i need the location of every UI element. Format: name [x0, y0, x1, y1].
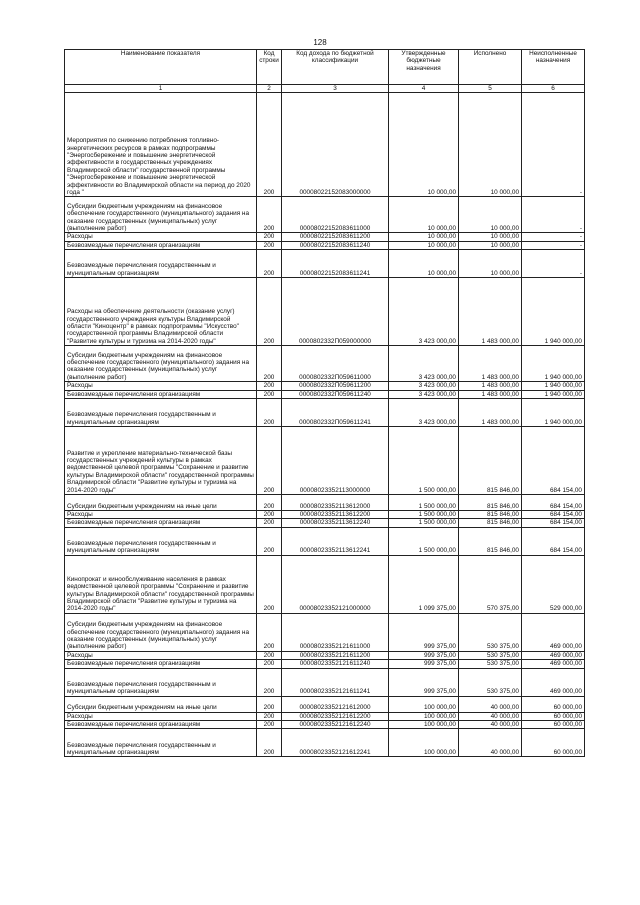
row-name-cell: Безвозмездные перечисления организациям — [65, 721, 257, 729]
row-unexecuted-cell: 469 000,00 — [522, 660, 585, 668]
table-row — [65, 729, 585, 757]
row-approved-cell: 10 000,00 — [389, 233, 459, 241]
row-name-cell: Безвозмездные перечисления государственным и муниципальным организациям — [65, 527, 257, 555]
row-line-code-cell: 200 — [257, 660, 282, 668]
row-name-cell: Расходы — [65, 511, 257, 519]
row-income-code-cell: 00008023352113612000 — [282, 495, 389, 511]
row-line-code-cell: 200 — [257, 511, 282, 519]
budget-execution-table — [64, 49, 585, 757]
row-income-code-cell: 00008023352121611000 — [282, 613, 389, 651]
table-row — [65, 278, 585, 346]
row-line-code-cell: 200 — [257, 346, 282, 382]
row-approved-cell: 3 423 000,00 — [389, 399, 459, 427]
row-line-code-cell: 200 — [257, 278, 282, 346]
table-header-row — [65, 50, 585, 85]
row-approved-cell: 1 500 000,00 — [389, 527, 459, 555]
row-name-cell: Безвозмездные перечисления организациям — [65, 660, 257, 668]
row-unexecuted-cell: 1 940 000,00 — [522, 390, 585, 398]
row-name-cell: Безвозмездные перечисления организациям — [65, 241, 257, 249]
row-executed-cell: 570 375,00 — [459, 555, 522, 613]
table-row — [65, 555, 585, 613]
row-executed-cell: 10 000,00 — [459, 241, 522, 249]
header-indicator-name: Наименование показателя — [65, 50, 257, 85]
row-executed-cell: 530 375,00 — [459, 613, 522, 651]
row-approved-cell: 1 099 375,00 — [389, 555, 459, 613]
row-approved-cell: 999 375,00 — [389, 660, 459, 668]
header-income-code: Код дохода по бюджетной классификации — [282, 50, 389, 85]
table-row — [65, 197, 585, 233]
column-number: 2 — [257, 85, 282, 93]
row-income-code-cell: 00008022152083611000 — [282, 197, 389, 233]
row-line-code-cell: 200 — [257, 519, 282, 527]
row-executed-cell: 10 000,00 — [459, 93, 522, 197]
row-executed-cell: 1 483 000,00 — [459, 382, 522, 390]
row-unexecuted-cell: 60 000,00 — [522, 712, 585, 720]
row-line-code-cell: 200 — [257, 197, 282, 233]
row-income-code-cell: 00008022152083611241 — [282, 250, 389, 278]
row-income-code-cell: 00008023352113612200 — [282, 511, 389, 519]
row-name-cell: Расходы — [65, 712, 257, 720]
row-unexecuted-cell: 1 940 000,00 — [522, 382, 585, 390]
row-name-cell: Безвозмездные перечисления государственным и муниципальным организациям — [65, 250, 257, 278]
row-unexecuted-cell: 469 000,00 — [522, 613, 585, 651]
row-income-code-cell: 0000802332П059611240 — [282, 390, 389, 398]
row-unexecuted-cell: 529 000,00 — [522, 555, 585, 613]
row-name-cell: Субсидии бюджетным учреждениям на иные цели — [65, 696, 257, 712]
header-line-code: Код строки — [257, 50, 282, 85]
table-row — [65, 721, 585, 729]
row-approved-cell: 1 500 000,00 — [389, 495, 459, 511]
row-name-cell: Безвозмездные перечисления организациям — [65, 390, 257, 398]
row-executed-cell: 40 000,00 — [459, 696, 522, 712]
table-row — [65, 346, 585, 382]
row-unexecuted-cell: - — [522, 93, 585, 197]
row-income-code-cell: 00008023352121612240 — [282, 721, 389, 729]
table-row — [65, 712, 585, 720]
row-line-code-cell: 200 — [257, 527, 282, 555]
row-executed-cell: 815 846,00 — [459, 427, 522, 495]
row-unexecuted-cell: - — [522, 197, 585, 233]
row-unexecuted-cell: 684 154,00 — [522, 519, 585, 527]
row-income-code-cell: 0000802332П059611200 — [282, 382, 389, 390]
row-line-code-cell: 200 — [257, 93, 282, 197]
row-unexecuted-cell: 684 154,00 — [522, 427, 585, 495]
row-income-code-cell: 0000802332П059611000 — [282, 346, 389, 382]
row-executed-cell: 815 846,00 — [459, 495, 522, 511]
row-executed-cell: 1 483 000,00 — [459, 346, 522, 382]
row-income-code-cell: 00008023352121611240 — [282, 660, 389, 668]
row-line-code-cell: 200 — [257, 729, 282, 757]
row-line-code-cell: 200 — [257, 233, 282, 241]
row-unexecuted-cell: 1 940 000,00 — [522, 346, 585, 382]
row-executed-cell: 10 000,00 — [459, 233, 522, 241]
row-name-cell: Расходы — [65, 651, 257, 659]
row-approved-cell: 10 000,00 — [389, 241, 459, 249]
table-row — [65, 696, 585, 712]
row-name-cell: Безвозмездные перечисления государственным и муниципальным организациям — [65, 399, 257, 427]
column-number-row — [65, 85, 585, 93]
row-income-code-cell: 00008023352121612241 — [282, 729, 389, 757]
row-unexecuted-cell: 60 000,00 — [522, 696, 585, 712]
row-approved-cell: 10 000,00 — [389, 250, 459, 278]
table-row — [65, 382, 585, 390]
row-name-cell: Расходы на обеспечение деятельности (оказание услуг) государственного учреждения культуры Владимирской области "Киноцентр" в рамках подпрограммы "Искусство" государственной программы Владимирской области "Развитие культуры и туризма на 2014-2020 годы" — [65, 278, 257, 346]
table-row — [65, 660, 585, 668]
row-approved-cell: 999 375,00 — [389, 613, 459, 651]
row-executed-cell: 815 846,00 — [459, 519, 522, 527]
table-row — [65, 399, 585, 427]
page-number: 128 — [313, 38, 327, 47]
row-executed-cell: 1 483 000,00 — [459, 278, 522, 346]
row-executed-cell: 815 846,00 — [459, 527, 522, 555]
row-line-code-cell: 200 — [257, 712, 282, 720]
row-income-code-cell: 0000802332П059611241 — [282, 399, 389, 427]
table-row — [65, 519, 585, 527]
row-income-code-cell: 00008022152083000000 — [282, 93, 389, 197]
table-row — [65, 93, 585, 197]
row-line-code-cell: 200 — [257, 668, 282, 696]
row-executed-cell: 530 375,00 — [459, 660, 522, 668]
row-executed-cell: 40 000,00 — [459, 721, 522, 729]
row-unexecuted-cell: 60 000,00 — [522, 721, 585, 729]
row-unexecuted-cell: - — [522, 241, 585, 249]
row-line-code-cell: 200 — [257, 555, 282, 613]
table-row — [65, 427, 585, 495]
row-name-cell: Расходы — [65, 382, 257, 390]
row-executed-cell: 815 846,00 — [459, 511, 522, 519]
row-income-code-cell: 0000802332П059000000 — [282, 278, 389, 346]
row-approved-cell: 1 500 000,00 — [389, 511, 459, 519]
row-income-code-cell: 00008023352113612240 — [282, 519, 389, 527]
row-approved-cell: 10 000,00 — [389, 93, 459, 197]
row-line-code-cell: 200 — [257, 382, 282, 390]
row-line-code-cell: 200 — [257, 613, 282, 651]
row-income-code-cell: 00008022152083611200 — [282, 233, 389, 241]
row-unexecuted-cell: 1 940 000,00 — [522, 278, 585, 346]
table-row — [65, 511, 585, 519]
row-income-code-cell: 00008023352121611200 — [282, 651, 389, 659]
table-row — [65, 250, 585, 278]
row-line-code-cell: 200 — [257, 250, 282, 278]
row-name-cell: Субсидии бюджетным учреждениям на финансовое обеспечение государственного (муниципального) задания на оказание государственных (муниципальных) услуг (выполнение работ) — [65, 346, 257, 382]
row-income-code-cell: 00008023352121000000 — [282, 555, 389, 613]
row-unexecuted-cell: 469 000,00 — [522, 668, 585, 696]
row-line-code-cell: 200 — [257, 427, 282, 495]
row-name-cell: Субсидии бюджетным учреждениям на финансовое обеспечение государственного (муниципального) задания на оказание государственных (муниципальных) услуг (выполнение работ) — [65, 613, 257, 651]
row-income-code-cell: 00008023352113000000 — [282, 427, 389, 495]
row-name-cell: Мероприятия по снижению потребления топливно-энергетических ресурсов в рамках подпрограммы "Энергосбережение и повышение энергетической эффективности в государственных учреждениях Владимирской области" государственной программы "Энергосбережение и повышение энергетической эффективности во Владимирской области на период до 2020 года " — [65, 93, 257, 197]
header-unexecuted: Неисполненные назначения — [522, 50, 585, 85]
row-name-cell: Развитие и укрепление материально-технической базы государственных учреждений культуры в рамках ведомственной целевой программы "Сохранение и развитие культуры Владимирской области" государственной программы Владимирской области "Развитие культуры и туризма на 2014-2020 годы" — [65, 427, 257, 495]
row-income-code-cell: 00008023352113612241 — [282, 527, 389, 555]
row-unexecuted-cell: 684 154,00 — [522, 511, 585, 519]
row-income-code-cell: 00008023352121612200 — [282, 712, 389, 720]
row-approved-cell: 100 000,00 — [389, 696, 459, 712]
row-approved-cell: 1 500 000,00 — [389, 519, 459, 527]
table-row — [65, 233, 585, 241]
row-unexecuted-cell: 1 940 000,00 — [522, 399, 585, 427]
row-approved-cell: 999 375,00 — [389, 668, 459, 696]
row-unexecuted-cell: - — [522, 250, 585, 278]
row-executed-cell: 530 375,00 — [459, 651, 522, 659]
header-executed: Исполнено — [459, 50, 522, 85]
row-name-cell: Субсидии бюджетным учреждениям на иные цели — [65, 495, 257, 511]
row-approved-cell: 1 500 000,00 — [389, 427, 459, 495]
column-number: 3 — [282, 85, 389, 93]
row-name-cell: Кинопрокат и кинообслуживание населения в рамках ведомственной целевой программы "Сохранение и развитие культуры Владимирской области" государственной программы Владимирской области "Развитие культуры и туризма на 2014-2020 годы" — [65, 555, 257, 613]
table-row — [65, 527, 585, 555]
row-approved-cell: 3 423 000,00 — [389, 278, 459, 346]
row-name-cell: Субсидии бюджетным учреждениям на финансовое обеспечение государственного (муниципального) задания на оказание государственных (муниципальных) услуг (выполнение работ) — [65, 197, 257, 233]
row-line-code-cell: 200 — [257, 651, 282, 659]
row-executed-cell: 40 000,00 — [459, 712, 522, 720]
row-line-code-cell: 200 — [257, 696, 282, 712]
header-approved: Утвержденные бюджетные назначения — [389, 50, 459, 85]
row-approved-cell: 3 423 000,00 — [389, 346, 459, 382]
row-unexecuted-cell: 60 000,00 — [522, 729, 585, 757]
table-row — [65, 668, 585, 696]
row-line-code-cell: 200 — [257, 241, 282, 249]
row-line-code-cell: 200 — [257, 390, 282, 398]
row-executed-cell: 10 000,00 — [459, 250, 522, 278]
column-number: 5 — [459, 85, 522, 93]
row-executed-cell: 1 483 000,00 — [459, 399, 522, 427]
row-line-code-cell: 200 — [257, 721, 282, 729]
row-approved-cell: 10 000,00 — [389, 197, 459, 233]
row-unexecuted-cell: 469 000,00 — [522, 651, 585, 659]
row-unexecuted-cell: 684 154,00 — [522, 527, 585, 555]
table-row — [65, 241, 585, 249]
row-approved-cell: 3 423 000,00 — [389, 382, 459, 390]
column-number: 6 — [522, 85, 585, 93]
row-executed-cell: 530 375,00 — [459, 668, 522, 696]
row-unexecuted-cell: 684 154,00 — [522, 495, 585, 511]
row-income-code-cell: 00008023352121612000 — [282, 696, 389, 712]
column-number: 1 — [65, 85, 257, 93]
row-name-cell: Безвозмездные перечисления организациям — [65, 519, 257, 527]
row-executed-cell: 1 483 000,00 — [459, 390, 522, 398]
table-body — [65, 93, 585, 757]
row-executed-cell: 10 000,00 — [459, 197, 522, 233]
row-unexecuted-cell: - — [522, 233, 585, 241]
row-income-code-cell: 00008023352121611241 — [282, 668, 389, 696]
table-row — [65, 390, 585, 398]
row-name-cell: Расходы — [65, 233, 257, 241]
row-executed-cell: 40 000,00 — [459, 729, 522, 757]
row-approved-cell: 100 000,00 — [389, 712, 459, 720]
column-number: 4 — [389, 85, 459, 93]
row-line-code-cell: 200 — [257, 399, 282, 427]
row-approved-cell: 100 000,00 — [389, 729, 459, 757]
row-line-code-cell: 200 — [257, 495, 282, 511]
row-approved-cell: 999 375,00 — [389, 651, 459, 659]
row-name-cell: Безвозмездные перечисления государственным и муниципальным организациям — [65, 668, 257, 696]
table-row — [65, 651, 585, 659]
row-income-code-cell: 00008022152083611240 — [282, 241, 389, 249]
row-approved-cell: 100 000,00 — [389, 721, 459, 729]
row-name-cell: Безвозмездные перечисления государственным и муниципальным организациям — [65, 729, 257, 757]
row-approved-cell: 3 423 000,00 — [389, 390, 459, 398]
table-row — [65, 495, 585, 511]
table-row — [65, 613, 585, 651]
